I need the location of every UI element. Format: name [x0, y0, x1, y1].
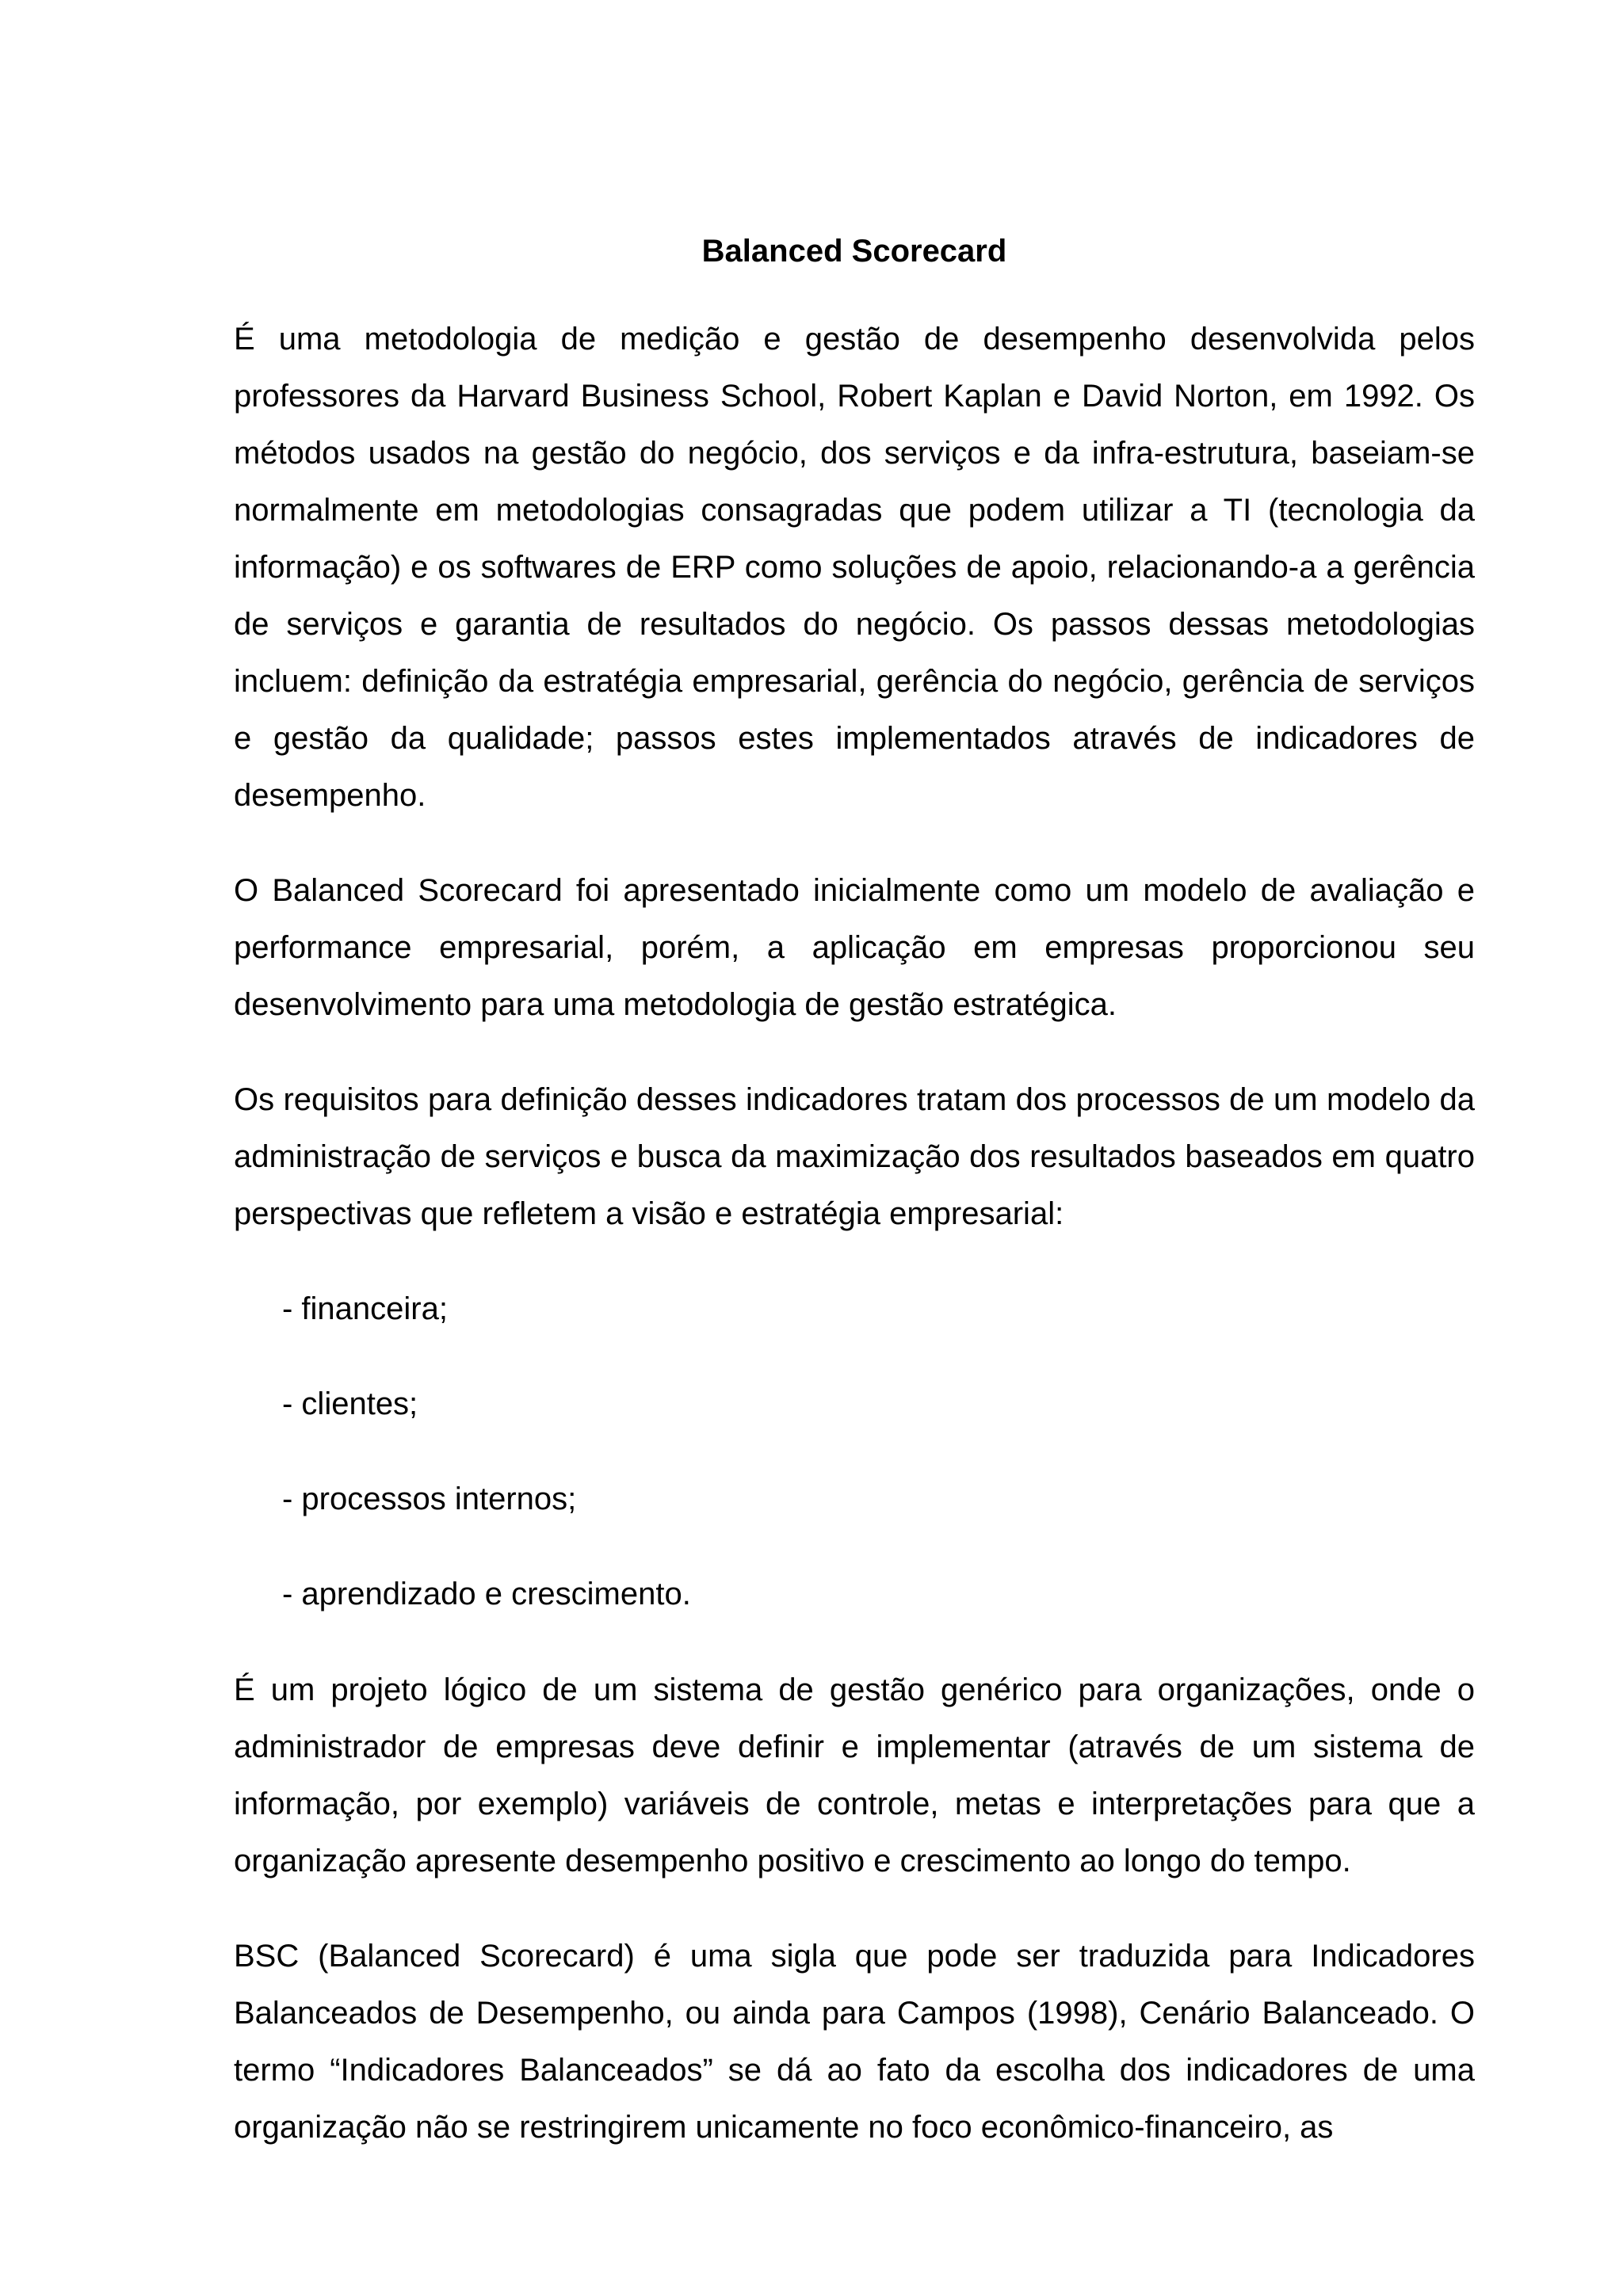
perspectives-list: [234, 1280, 1475, 1623]
paragraph-bsc-acronym: BSC (Balanced Scorecard) é uma sigla que pode ser traduzida para Indicadores Balanceados de Desempenho, ou ainda para Campos (1998), Cenário Balanceado. O termo “Indicadores Balanceados” se dá ao fato da escolha dos indicadores de uma organização não se restringirem unicamente no foco econômico-financeiro, as: [234, 1939, 1475, 2145]
list-item: - processos internos;: [282, 1482, 577, 1516]
document-body: [234, 227, 1475, 2194]
paragraph-origin: O Balanced Scorecard foi apresentado inicialmente como um modelo de avaliação e performance empresarial, porém, a aplicação em empresas proporcionou seu desenvolvimento para uma metodologia de gestão estratégica.: [234, 873, 1475, 1022]
paragraph-logical-project: É um projeto lógico de um sistema de gestão genérico para organizações, onde o administrador de empresas deve definir e implementar (através de um sistema de informação, por exemplo) variáveis de controle, metas e interpretações para que a organização apresente desempenho positivo e crescimento ao longo do tempo.: [234, 1672, 1475, 1878]
list-item: - financeira;: [282, 1291, 448, 1326]
page-title: Balanced Scorecard: [701, 234, 1007, 269]
list-item: - clientes;: [282, 1386, 418, 1421]
list-item: - aprendizado e crescimento.: [282, 1577, 691, 1611]
paragraph-requirements: Os requisitos para definição desses indicadores tratam dos processos de um modelo da administração de serviços e busca da maximização dos resultados baseados em quatro perspectivas que refletem a visão e estratégia empresarial:: [234, 1082, 1475, 1231]
paragraph-definition: É uma metodologia de medição e gestão de desempenho desenvolvida pelos professores da Harvard Business School, Robert Kaplan e David Norton, em 1992. Os métodos usados na gestão do negócio, dos serviços e da infra-estrutura, baseiam-se normalmente em metodologias consagradas que podem utilizar a TI (tecnologia da informação) e os softwares de ERP como soluções de apoio, relacionando-a a gerência de serviços e garantia de resultados do negócio. Os passos dessas metodologias incluem: definição da estratégia empresarial, gerência do negócio, gerência de serviços e gestão da qualidade; passos estes implementados através de indicadores de desempenho.: [234, 322, 1475, 813]
